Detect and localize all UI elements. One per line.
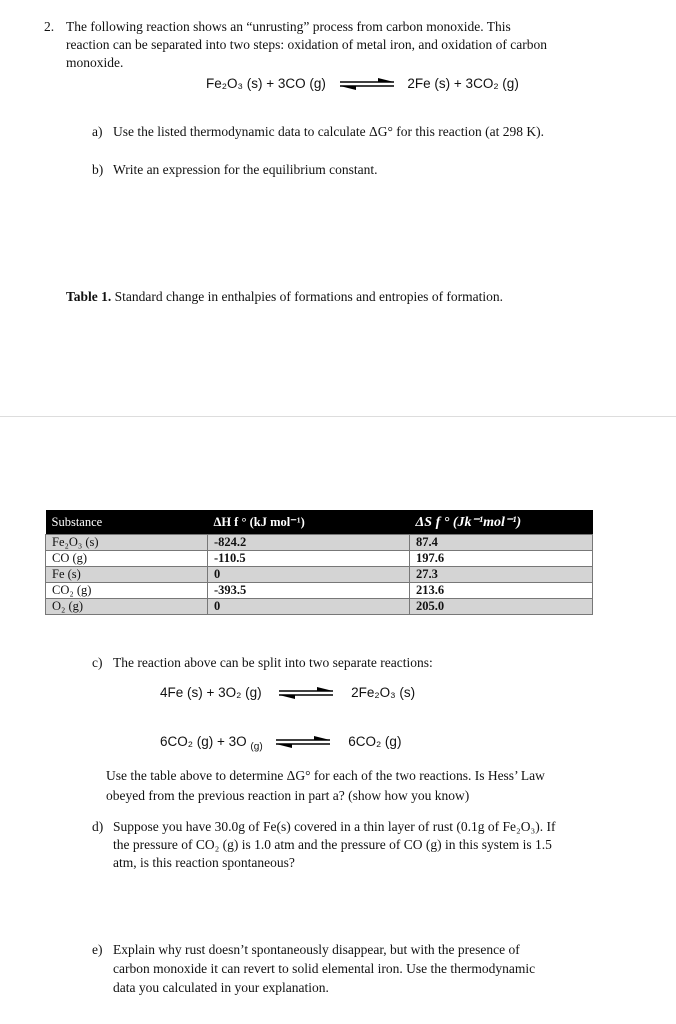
cell: CO (g) — [46, 551, 208, 567]
page-divider — [0, 416, 676, 417]
table-caption — [66, 289, 503, 305]
cell: 213.6 — [410, 583, 593, 599]
cell: -110.5 — [208, 551, 410, 567]
question-number: 2. — [44, 19, 55, 34]
table-row — [46, 535, 593, 551]
cell: -824.2 — [208, 535, 410, 551]
part-e-label: e) — [92, 942, 103, 957]
part-a-label: a) — [92, 124, 103, 139]
part-c-label: c) — [92, 655, 103, 670]
reactants: 4Fe (s) + 3O₂ (g) — [160, 685, 262, 700]
header-entropy: ΔS f ° (Jk⁻¹mol⁻¹) — [410, 510, 593, 535]
cell: -393.5 — [208, 583, 410, 599]
cell: 205.0 — [410, 599, 593, 615]
part-e-text-line: carbon monoxide it can revert to solid elemental iron. Use the thermodynamic — [113, 961, 536, 976]
thermo-data-table — [45, 510, 593, 615]
part-c-text: The reaction above can be split into two separate reactions: — [113, 655, 433, 670]
table-row — [46, 567, 593, 583]
part-a-text: Use the listed thermodynamic data to calculate ΔG° for this reaction (at 298 K). — [113, 124, 544, 139]
question-text-line: monoxide. — [66, 55, 124, 70]
cell: 0 — [208, 599, 410, 615]
part-b-text: Write an expression for the equilibrium constant. — [113, 162, 378, 177]
part-d-text-line: the pressure of CO₂ (g) is 1.0 atm and the pressure of CO (g) in this system is 1.5 — [113, 837, 552, 852]
reaction-equation-2 — [160, 734, 401, 753]
cell: Fe₂O₃ (s) — [46, 535, 208, 551]
cell: 197.6 — [410, 551, 593, 567]
header-substance: Substance — [46, 510, 208, 535]
reaction-equation-1 — [160, 685, 415, 700]
cell: O₂ (g) — [46, 599, 208, 615]
equilibrium-arrow-icon — [277, 687, 335, 699]
table-header-row — [46, 510, 593, 535]
state-label: (g) — [250, 741, 263, 753]
equilibrium-arrow-icon — [274, 736, 332, 748]
products: 2Fe (s) + 3CO₂ (g) — [407, 76, 519, 91]
caption-label: Table 1. — [66, 289, 112, 304]
cell: 0 — [208, 567, 410, 583]
cell: CO₂ (g) — [46, 583, 208, 599]
products: 2Fe₂O₃ (s) — [351, 685, 416, 700]
part-b-label: b) — [92, 162, 104, 177]
cell: 87.4 — [410, 535, 593, 551]
cell: 27.3 — [410, 567, 593, 583]
part-d-label: d) — [92, 819, 104, 834]
table-row — [46, 551, 593, 567]
part-e-text-line: data you calculated in your explanation. — [113, 980, 329, 995]
header-enthalpy: ΔH f ° (kJ mol⁻¹) — [208, 510, 410, 535]
main-reaction-equation — [206, 76, 519, 91]
part-e-text-line: Explain why rust doesn’t spontaneously disappear, but with the presence of — [113, 942, 520, 957]
equilibrium-arrow-icon — [338, 78, 396, 90]
cell: Fe (s) — [46, 567, 208, 583]
table-row — [46, 599, 593, 615]
part-c-text-line: Use the table above to determine ΔG° for each of the two reactions. Is Hess’ Law — [106, 768, 545, 783]
caption-text: Standard change in enthalpies of formations and entropies of formation. — [111, 289, 504, 304]
part-d-text-line: Suppose you have 30.0g of Fe(s) covered in a thin layer of rust (0.1g of Fe₂O₃). If — [113, 819, 556, 834]
question-text-line: reaction can be separated into two steps: oxidation of metal iron, and oxidation of carbon — [66, 37, 547, 52]
table-row — [46, 583, 593, 599]
reactants: 6CO₂ (g) + 3O — [160, 734, 247, 749]
part-c-text-line: obeyed from the previous reaction in part a? (show how you know) — [106, 788, 470, 803]
question-text-line: The following reaction shows an “unrusting” process from carbon monoxide. This — [66, 19, 511, 34]
reactants: Fe₂O₃ (s) + 3CO (g) — [206, 76, 326, 91]
products: 6CO₂ (g) — [348, 734, 402, 749]
part-d-text-line: atm, is this reaction spontaneous? — [113, 855, 295, 870]
